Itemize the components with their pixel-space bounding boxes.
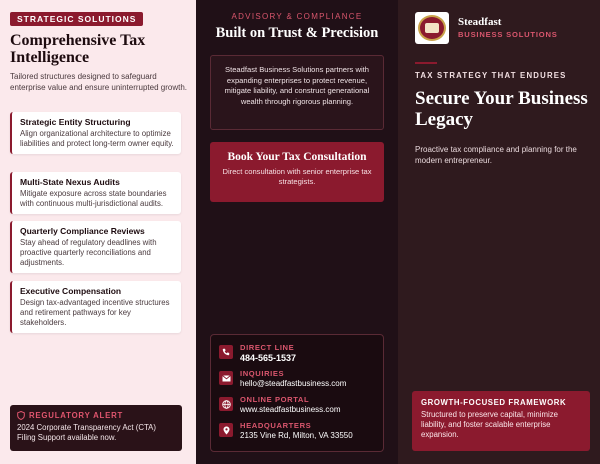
card-title: Strategic Entity Structuring	[20, 117, 131, 127]
left-description: Tailored structures designed to safeguard enterprise value and ensure uninterrupted growth.	[10, 72, 187, 92]
contact-label: ONLINE PORTAL	[240, 395, 310, 404]
card-title: Executive Compensation	[20, 286, 122, 296]
cta-subtitle: Direct consultation with senior enterprise tax strategists.	[222, 167, 372, 186]
brand-subtitle: BUSINESS SOLUTIONS	[458, 30, 558, 39]
growth-framework-box	[412, 391, 590, 451]
left-title: Comprehensive Tax Intelligence	[10, 32, 146, 66]
card-text: Mitigate exposure across state boundaries with continuous multi-jurisdictional audits.	[20, 189, 167, 208]
service-card-compliance	[10, 221, 181, 273]
contact-web[interactable]	[219, 395, 375, 421]
contact-value: 484-565-1537	[240, 353, 297, 363]
middle-panel	[196, 0, 398, 464]
mail-icon	[219, 371, 233, 385]
divider	[415, 62, 437, 64]
middle-title: Built on Trust & Precision	[215, 25, 379, 41]
middle-kicker: ADVISORY & COMPLIANCE	[231, 12, 363, 21]
alert-text: 2024 Corporate Transparency Act (CTA) Filing Support available now.	[17, 423, 156, 442]
right-kicker: TAX STRATEGY THAT ENDURES	[415, 71, 567, 80]
logo	[415, 12, 449, 44]
globe-icon	[219, 397, 233, 411]
shield-icon	[17, 411, 25, 420]
contact-box	[210, 334, 384, 452]
seal-icon	[418, 15, 446, 41]
card-title: Quarterly Compliance Reviews	[20, 226, 145, 236]
location-pin-icon	[219, 423, 233, 437]
service-card-compensation	[10, 281, 181, 333]
book-consultation-button[interactable]	[210, 142, 384, 202]
card-text: Design tax-advantaged incentive structures and retirement pathways for key stakeholders.	[20, 298, 170, 327]
regulatory-alert	[10, 405, 182, 451]
contact-email[interactable]	[219, 369, 375, 395]
contact-value: www.steadfastbusiness.com	[240, 405, 341, 414]
contact-label: HEADQUARTERS	[240, 421, 312, 430]
service-card-nexus	[10, 172, 181, 214]
contact-address[interactable]	[219, 421, 375, 447]
contact-label: DIRECT LINE	[240, 343, 295, 352]
card-text: Align organizational architecture to optimize liabilities and protect long-term owner equity.	[20, 129, 174, 148]
contact-phone[interactable]	[219, 343, 375, 369]
cta-title: Book Your Tax Consultation	[227, 151, 367, 163]
growth-heading: GROWTH-FOCUSED FRAMEWORK	[421, 398, 567, 407]
contact-value: 2135 Vine Rd, Milton, VA 33550	[240, 431, 353, 440]
contact-label: INQUIRIES	[240, 369, 285, 378]
phone-icon	[219, 345, 233, 359]
right-panel	[398, 0, 600, 464]
growth-text: Structured to preserve capital, minimize liability, and foster scalable enterprise expansion.	[421, 410, 558, 439]
contact-value: hello@steadfastbusiness.com	[240, 379, 347, 388]
brand-name: Steadfast	[458, 16, 502, 28]
right-description: Proactive tax compliance and planning for the modern entrepreneur.	[415, 145, 577, 165]
intro-box: Steadfast Business Solutions partners with expanding enterprises to protect revenue, mitigate liability, and construct generational wealth through rigorous planning.	[210, 55, 384, 130]
alert-heading: REGULATORY ALERT	[29, 411, 124, 420]
card-title: Multi-State Nexus Audits	[20, 177, 120, 187]
service-card-entity	[10, 112, 181, 154]
left-panel	[0, 0, 196, 464]
card-text: Stay ahead of regulatory deadlines with proactive quarterly reconciliations and adjustments.	[20, 238, 157, 267]
section-tag: STRATEGIC SOLUTIONS	[10, 12, 143, 26]
right-title: Secure Your Business Legacy	[415, 88, 588, 130]
